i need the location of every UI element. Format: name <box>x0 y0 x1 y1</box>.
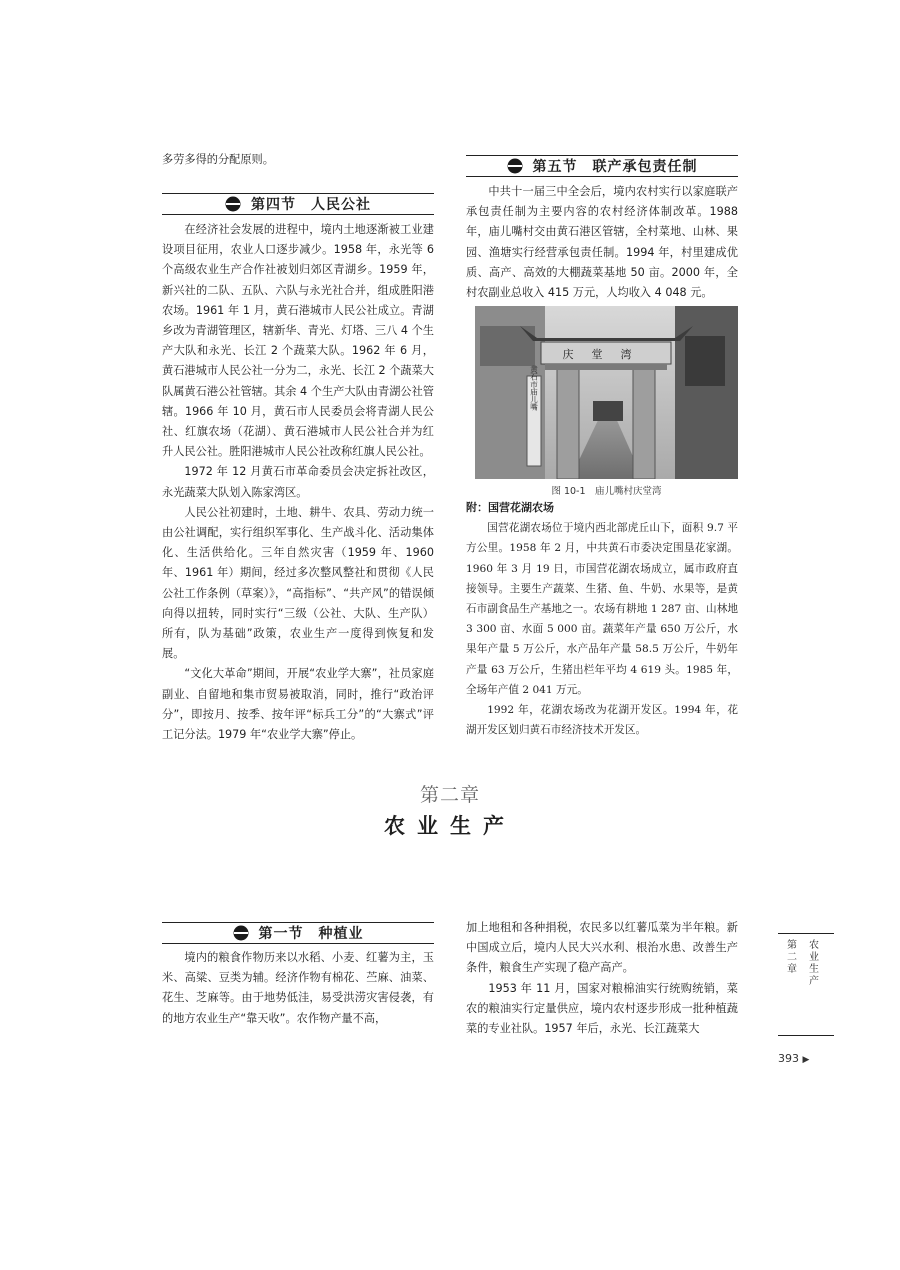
chapter-title: 农业生产 <box>384 814 516 838</box>
bottom-left-body <box>162 948 434 1029</box>
paragraph: 1972 年 12 月黄石市革命委员会决定拆社改区，永光蔬菜大队划入陈家湾区。 <box>162 465 434 499</box>
section-title: 第四节 人民公社 <box>251 197 371 213</box>
photo-gate-text: 庆堂湾 <box>562 348 650 361</box>
paragraph: 1992 年，花湖农场改为花湖开发区。1994 年，花湖开发区划归黄石市经济技术开发区。 <box>466 704 738 737</box>
bottom-right-body <box>466 918 738 1039</box>
paragraph: “文化大革命”期间，开展“农业学大寨”，社员家庭副业、自留地和集市贸易被取消，同时，推行“政治评分”，即按月、按季、按年评“标兵工分”的“大寨式”评工记分法。1979 年“农业学大寨”停止。 <box>162 667 434 742</box>
village-gate-photo <box>475 306 738 479</box>
side-tab-chapter-name: 农 业 生 产 <box>809 940 819 987</box>
paragraph: 境内的粮食作物历来以水稻、小麦、红薯为主，玉米、高粱、豆类为辅。经济作物有棉花、苎麻、油菜、花生、芝麻等。由于地势低洼，易受洪涝灾害侵袭，有的地方农业生产“靠天收”。农作物产量不高， <box>162 951 434 1025</box>
section-emblem-icon <box>507 158 523 174</box>
photo-sign-text: 黄石市庙儿嘴 <box>529 365 539 411</box>
continued-text: 多劳多得的分配原则。 <box>162 153 274 166</box>
chapter-side-tab <box>778 933 834 1036</box>
paragraph: 在经济社会发展的进程中，境内土地逐渐被工业建设项目征用，农业人口逐步减少。1958 年，永光等 6 个高级农业生产合作社被划归郊区青湖乡。1959 年，新兴社的二队、五队、六队与永光社合并，组成胜阳港农场。1961 年 1 月，黄石港城市人民公社成立。青湖乡改为青湖管理区，辖新华、青光、灯塔、三八 4 个生产大队和永光、长江 2 个蔬菜大队。1962 年 6 月，黄石港城市人民公社一分为二，永光、长江 2 个蔬菜大队属黄石港公社管辖。其余 4 个生产大队由青湖公社管辖。1966 年 10 月，黄石市人民委员会将青湖人民公社、红旗农场（花湖）、黄石港城市人民公社合并为红升人民公社。胜阳港城市人民公社改称红旗人民公社。 <box>162 223 434 459</box>
page-arrow-icon: ▶ <box>802 1055 810 1065</box>
section-title: 第一节 种植业 <box>258 926 364 942</box>
paragraph: 中共十一届三中全会后，境内农村实行以家庭联产承包责任制为主要内容的农村经济体制改革。1988 年，庙儿嘴村交由黄石港区管辖，全村菜地、山林、果园、渔塘实行经营承包责任制。1994 年，村里建成优质、高产、高效的大棚蔬菜基地 50 亩。2000 年，全村农副业总收入 415 万元，人均收入 4 048 元。 <box>466 185 738 300</box>
left-column-body <box>162 220 434 745</box>
section-heading-4 <box>162 193 434 215</box>
paragraph: 加上地租和各种捐税，农民多以红薯瓜菜为半年粮。新中国成立后，境内人民大兴水利、根治水患、改善生产条件，粮食生产实现了稳产高产。 <box>466 921 738 975</box>
appendix-title: 附：国营花湖农场 <box>466 501 554 514</box>
side-tab-chapter-label: 第 二 章 <box>787 940 797 975</box>
section-title: 第五节 联产承包责任制 <box>532 159 698 175</box>
left-column-top <box>162 150 434 170</box>
section-heading-5 <box>466 155 738 177</box>
figure-caption: 图 10-1 庙儿嘴村庆堂湾 <box>551 486 662 497</box>
page-number-text: 393 <box>778 1052 799 1065</box>
section-emblem-icon <box>225 196 241 212</box>
page-number <box>778 1052 809 1065</box>
section-heading-1 <box>162 922 434 944</box>
paragraph: 国营花湖农场位于境内西北部虎丘山下，面积 9.7 平方公里。1958 年 2 月，中共黄石市委决定围垦花家湖。1960 年 3 月 19 日，市国营花湖农场成立，属市政府直接领导。主要生产蔬菜、生猪、鱼、牛奶、水果等，是黄石市副食品生产基地之一。农场有耕地 1 287 亩、山林地 3 300 亩、水面 5 000 亩。蔬菜年产量 650 万公斤，水果年产量 5 万公斤，水产品年产量 58.5 万公斤，牛奶年产量 63 万公斤，生猪出栏年平均 4 619 头。1985 年，全场年产值 2 041 万元。 <box>466 522 738 696</box>
section-emblem-icon <box>233 925 249 941</box>
paragraph: 1953 年 11 月，国家对粮棉油实行统购统销，菜农的粮油实行定量供应，境内农村逐步形成一批种植蔬菜的专业社队。1957 年后，永光、长江蔬菜大 <box>466 981 738 1036</box>
chapter-number: 第二章 <box>419 784 480 806</box>
right-column-body <box>466 182 738 303</box>
appendix-section <box>466 498 738 740</box>
paragraph: 人民公社初建时，土地、耕牛、农具、劳动力统一由公社调配，实行组织军事化、生产战斗化、活动集体化、生活供给化。三年自然灾害（1959 年、1960 年、1961 年）期间，经过多次整风整社和贯彻《人民公社工作条例（草案）》，“高指标”、“共产风”的错误倾向得以扭转，同时实行“三级（公社、大队、生产队）所有，队为基础”政策，农业生产一度得到恢复和发展。 <box>162 505 434 661</box>
